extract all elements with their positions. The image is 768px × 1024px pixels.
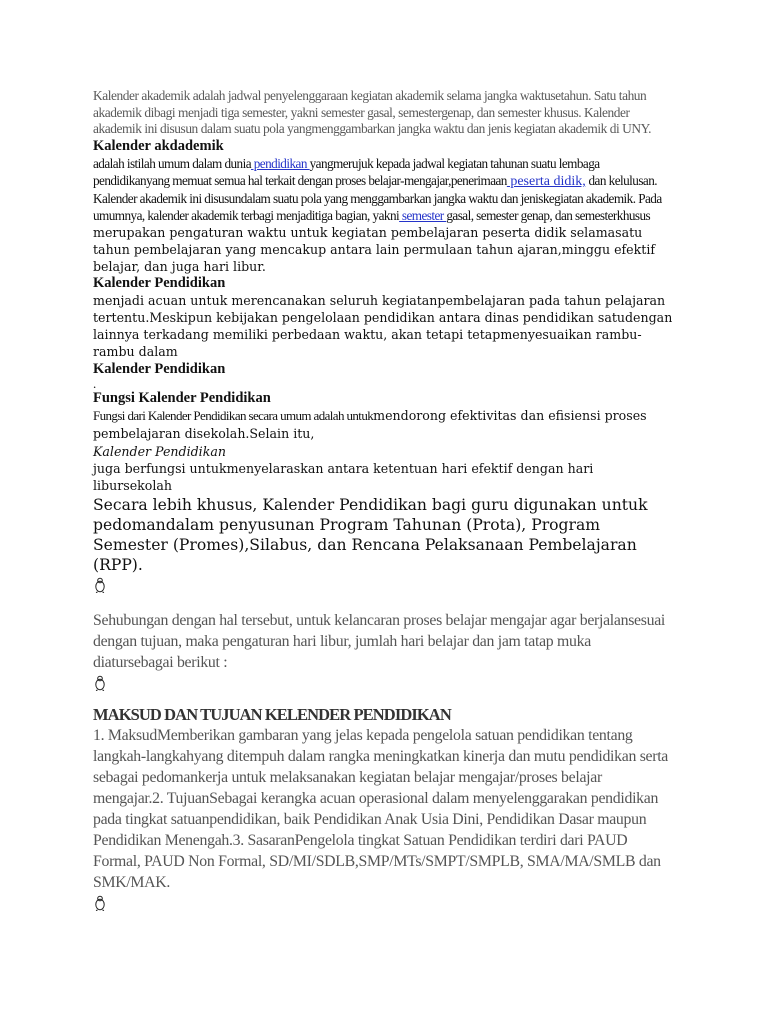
paragraph-text: Fungsi dari Kalender Pendidikan secara umum adalah untuk [93,407,374,423]
paragraph-definition [93,155,673,224]
paragraph-acuan: menjadi acuan untuk merencanakan seluruh kegiatanpembelajaran pada tahun pelajaran tertentu.Meskipun kebijakan pengelolaan pendidikan antara dinas pendidikan satudengan lainnya terkadang memiliki perbedaan waktu, akan tetapi tetapmenyesuaikan rambu-rambu dalam [93,292,673,359]
dot-separator: . [93,375,97,391]
heading-fungsi: Fungsi Kalender Pendidikan [93,389,271,406]
heading-maksud-tujuan: MAKSUD DAN TUJUAN KELENDER PENDIDIKAN [93,704,451,724]
paragraph-text: gasal, semester genap, dan semesterkhusus [446,207,651,223]
heading-kalender-akademik: Kalender akdademik [93,137,224,154]
paragraph-sehubungan: Sehubungan dengan hal tersebut, untuk kelancaran proses belajar mengajar agar berjalansesuai dengan tujuan, maka pengaturan hari libur, jumlah hari belajar dan jam tatap muka diatursebagai berikut : [93,611,666,671]
document-page [93,88,673,911]
link-peserta-didik[interactable]: peserta didik, [506,173,586,189]
paragraph-text: mendorong efektivitas dan efisiensi proses pembelajaran disekolah.Selain itu, [93,407,647,441]
intro-paragraph: Kalender akademik adalah jadwal penyelenggaraan kegiatan akademik selama jangka waktusetahun. Satu tahun akademik dibagi menjadi tiga semester, yakni semester gasal, semestergenap, dan semester khusus. Kalender akademik ini disusun dalam suatu pola yangmenggambarkan jangka waktu dan jenis kegiatan akademik di UNY. [93,88,651,137]
paragraph-text: adalah istilah umum dalam dunia [93,155,252,171]
heading-kalender-pendidikan: Kalender Pendidikan [93,274,226,291]
penguin-icon [93,895,107,911]
penguin-icon [93,675,107,691]
penguin-icon [93,577,107,593]
paragraph-pengaturan-waktu: merupakan pengaturan waktu untuk kegiatan pembelajaran peserta didik selamasatu tahun pembelajaran yang mencakup antara lain permulaan tahun ajaran,minggu efektif belajar, dan juga hari libur. [93,224,656,274]
italic-kalender-pendidikan: Kalender Pendidikan [93,443,226,459]
paragraph-fungsi [93,407,673,443]
paragraph-menyelaraskan: juga berfungsi untukmenyelaraskan antara ketentuan hari efektif dengan hari libursekolah [93,460,594,493]
paragraph-text: dan kelulusan. Kalender akademik ini disusundalam suatu pola yang menggambarkan jangka waktu dan jeniskegiatan akademik. Pada umumnya, kalender akademik terbagi menjaditiga bagian, yakni [93,172,662,223]
heading-kalender-pendidikan-2: Kalender Pendidikan [93,360,226,377]
paragraph-khusus: Secara lebih khusus, Kalender Pendidikan bagi guru digunakan untuk pedomandalam penyusunan Program Tahunan (Prota), Program Semester (Promes),Silabus, dan Rencana Pelaksanaan Pembelajaran (RPP). [93,495,648,574]
link-semester[interactable]: semester [399,207,447,223]
link-pendidikan[interactable]: pendidikan [251,155,310,171]
paragraph-maksud-tujuan: 1. MaksudMemberikan gambaran yang jelas kepada pengelola satuan pendidikan tentang langkah-langkahyang ditempuh dalam rangka meningkatkan kinerja dan mutu pendidikan serta sebagai pedomankerja untuk melaksanakan kegiatan belajar mengajar/proses belajar mengajar.2. TujuanSebagai kerangka acuan operasional dalam menyelenggarakan pendidikan pada tingkat satuanpendidikan, baik Pendidikan Anak Usia Dini, Pendidikan Dasar maupun Pendidikan Menengah.3. SasaranPengelola tingkat Satuan Pendidikan terdiri dari PAUD Formal, PAUD Non Formal, SD/MI/SDLB,SMP/MTs/SMPT/SMPLB, SMA/MA/SMLB dan SMK/MAK. [93,726,669,891]
paragraph-text: yangmerujuk kepada jadwal kegiatan tahunan suatu lembaga pendidikanyang memuat semua hal terkait dengan proses belajar-mengajar,penerimaan [93,155,600,188]
